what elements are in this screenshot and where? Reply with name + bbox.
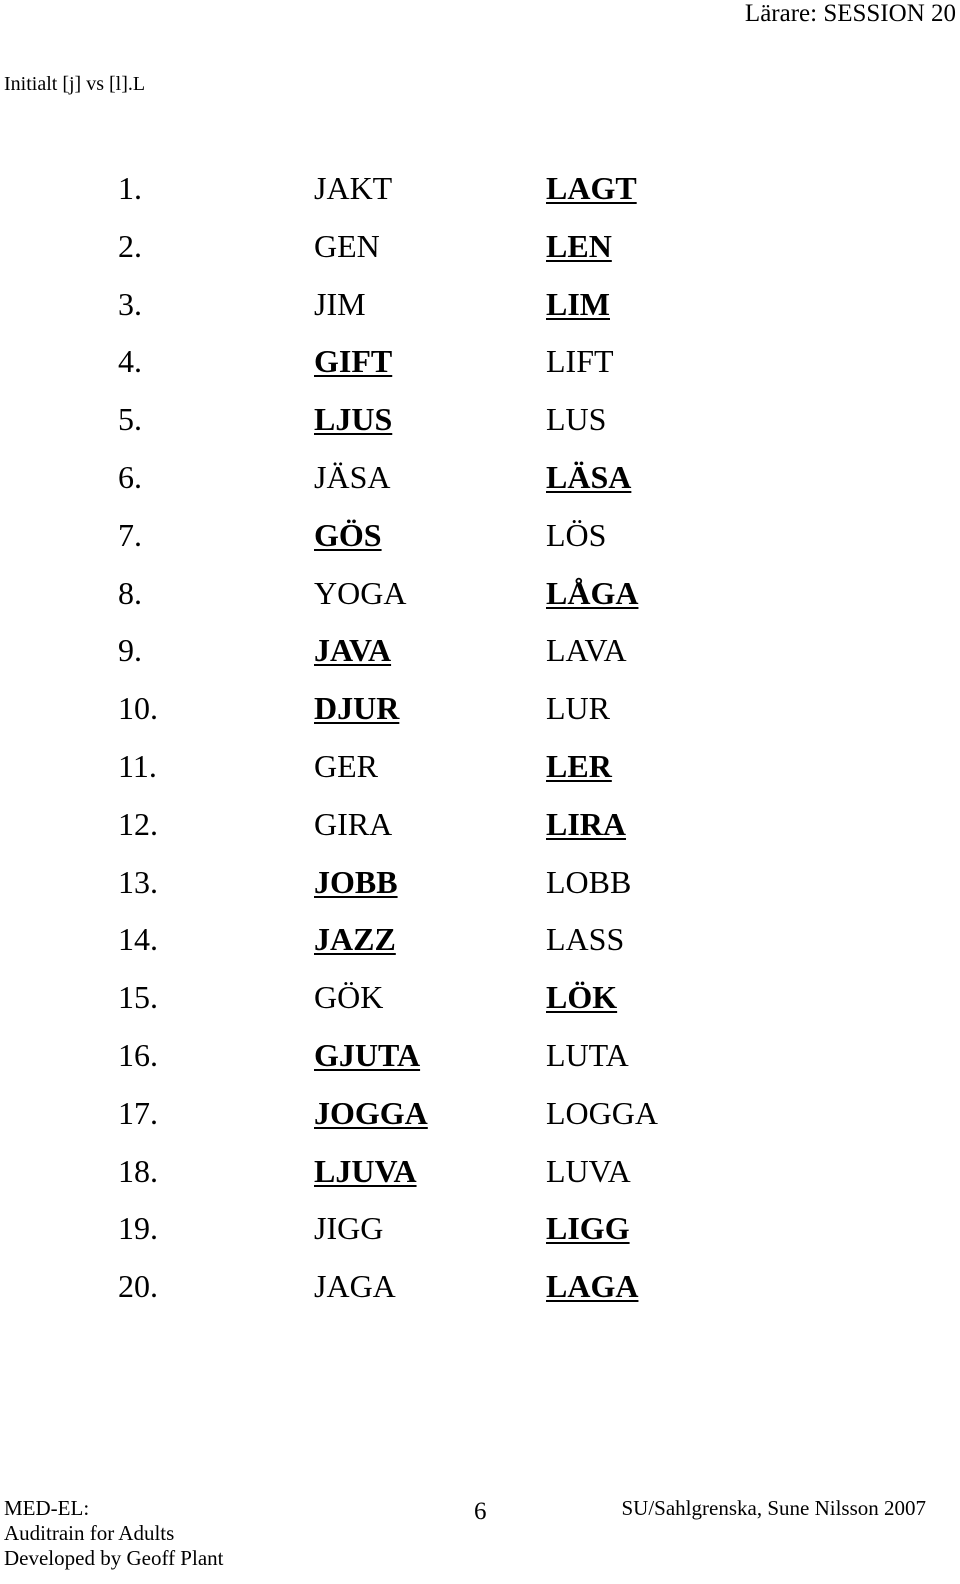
- word-pair-row: [0, 168, 960, 226]
- word-option-l: LIFT: [546, 343, 614, 380]
- word-option-l: LÄSA: [546, 458, 632, 495]
- word-pair-row: [0, 515, 960, 573]
- item-number: 12.: [118, 805, 158, 842]
- word-option-j: JAKT: [314, 170, 393, 206]
- word-pair-row: [0, 1035, 960, 1093]
- word-option-l: LUS: [546, 401, 607, 438]
- word-pair-row: [0, 688, 960, 746]
- word-option-j: JÄSA: [314, 458, 391, 495]
- word-pair-list: [0, 168, 960, 1324]
- word-option-j: YOGA: [314, 574, 407, 611]
- word-option-j: LJUS: [314, 401, 393, 438]
- footer-credit-line: MED-EL:: [4, 1496, 90, 1520]
- word-pair-row: [0, 226, 960, 284]
- item-number: 6.: [118, 458, 142, 495]
- item-number: 13.: [118, 863, 158, 900]
- footer-source: SU/Sahlgrenska, Sune Nilsson 2007: [621, 1496, 926, 1520]
- word-option-j: GÖK: [314, 979, 384, 1016]
- word-option-j: GEN: [314, 227, 380, 264]
- page-number: 6: [474, 1498, 487, 1525]
- footer-credit-line: Developed by Geoff Plant: [4, 1546, 224, 1570]
- word-option-j: JIGG: [314, 1210, 384, 1247]
- word-pair-row: [0, 804, 960, 862]
- word-pair-row: [0, 977, 960, 1035]
- word-option-l: LEN: [546, 227, 612, 264]
- word-option-j: GJUTA: [314, 1036, 421, 1073]
- word-pair-row: [0, 1208, 960, 1266]
- item-number: 20.: [118, 1268, 158, 1305]
- word-option-l: LIGG: [546, 1210, 630, 1247]
- word-option-l: LAVA: [546, 632, 627, 669]
- word-pair-row: [0, 284, 960, 342]
- word-option-l: LÅGA: [546, 574, 639, 611]
- word-pair-row: [0, 1151, 960, 1209]
- item-number: 19.: [118, 1210, 158, 1247]
- word-option-j: DJUR: [314, 690, 400, 727]
- word-option-j: JAGA: [314, 1268, 396, 1305]
- word-option-j: GÖS: [314, 516, 382, 553]
- word-option-j: JAZZ: [314, 921, 396, 958]
- word-option-l: LÖS: [546, 516, 607, 553]
- word-option-j: LJUVA: [314, 1152, 417, 1189]
- word-option-l: LIM: [546, 285, 610, 322]
- item-number: 10.: [118, 690, 158, 727]
- word-option-l: LER: [546, 747, 612, 784]
- word-pair-row: [0, 457, 960, 515]
- exercise-title: Initialt [j] vs [l].L: [4, 73, 146, 95]
- word-pair-row: [0, 399, 960, 457]
- word-pair-row: [0, 1093, 960, 1151]
- item-number: 15.: [118, 979, 158, 1016]
- word-pair-row: [0, 862, 960, 920]
- word-option-l: LAGA: [546, 1268, 639, 1305]
- item-number: 4.: [118, 343, 142, 380]
- word-option-l: LIRA: [546, 805, 627, 842]
- word-option-l: LOGGA: [546, 1094, 658, 1131]
- item-number: 9.: [118, 632, 142, 669]
- word-option-l: LAGT: [546, 170, 637, 206]
- word-option-l: LUTA: [546, 1036, 629, 1073]
- item-number: 8.: [118, 574, 142, 611]
- word-option-l: LUR: [546, 690, 610, 727]
- word-option-l: LASS: [546, 921, 625, 958]
- item-number: 7.: [118, 516, 142, 553]
- item-number: 1.: [118, 170, 142, 206]
- item-number: 3.: [118, 285, 142, 322]
- word-option-j: JAVA: [314, 632, 392, 669]
- footer-credit-line: Auditrain for Adults: [4, 1521, 175, 1545]
- item-number: 17.: [118, 1094, 158, 1131]
- word-pair-row: [0, 341, 960, 399]
- word-pair-row: [0, 630, 960, 688]
- word-option-j: GIRA: [314, 805, 393, 842]
- word-option-j: JOBB: [314, 863, 398, 900]
- session-header: Lärare: SESSION 20: [744, 0, 956, 27]
- word-pair-row: [0, 573, 960, 631]
- word-option-j: JOGGA: [314, 1094, 428, 1131]
- item-number: 2.: [118, 227, 142, 264]
- word-pair-row: [0, 1266, 960, 1324]
- word-option-l: LOBB: [546, 863, 632, 900]
- footer-credits: [4, 1496, 223, 1571]
- word-option-j: JIM: [314, 285, 366, 322]
- item-number: 11.: [118, 747, 157, 784]
- item-number: 16.: [118, 1036, 158, 1073]
- item-number: 5.: [118, 401, 142, 438]
- word-pair-row: [0, 746, 960, 804]
- item-number: 14.: [118, 921, 158, 958]
- word-pair-row: [0, 919, 960, 977]
- word-option-l: LÖK: [546, 979, 618, 1016]
- item-number: 18.: [118, 1152, 158, 1189]
- word-option-j: GIFT: [314, 343, 393, 380]
- word-option-j: GER: [314, 747, 378, 784]
- word-option-l: LUVA: [546, 1152, 631, 1189]
